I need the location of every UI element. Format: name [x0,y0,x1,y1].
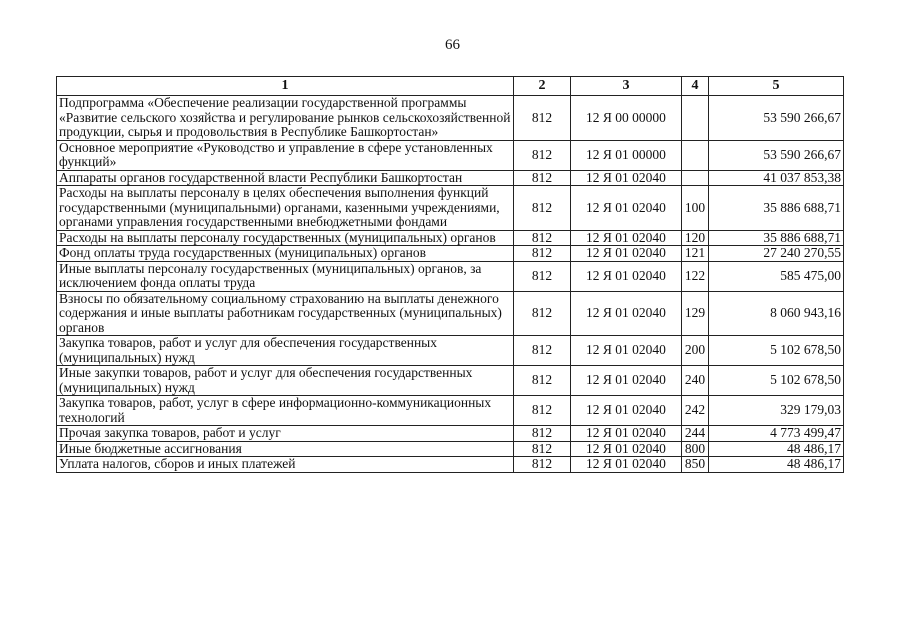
row-name-cell: Расходы на выплаты персоналу государственных (муниципальных) органов [57,230,514,246]
row-name-cell: Взносы по обязательному социальному страхованию на выплаты денежного содержания и иные выплаты работникам государственных (муниципальных) органов [57,291,514,336]
row-amount-cell: 41 037 853,38 [709,170,844,186]
row-code-cell: 812 [514,140,571,170]
table-row [57,230,844,246]
row-amount-cell: 48 486,17 [709,441,844,457]
row-amount-cell: 5 102 678,50 [709,366,844,396]
table-row [57,291,844,336]
row-article-cell: 12 Я 01 02040 [571,186,682,231]
row-code-cell: 812 [514,426,571,442]
table-row [57,261,844,291]
table-row [57,96,844,141]
table-row [57,396,844,426]
row-amount-cell: 4 773 499,47 [709,426,844,442]
row-article-cell: 12 Я 01 02040 [571,457,682,473]
row-article-cell: 12 Я 01 02040 [571,246,682,262]
row-article-cell: 12 Я 01 02040 [571,291,682,336]
row-type-cell: 850 [682,457,709,473]
row-amount-cell: 35 886 688,71 [709,186,844,231]
table-row [57,170,844,186]
row-amount-cell: 35 886 688,71 [709,230,844,246]
row-code-cell: 812 [514,396,571,426]
row-code-cell: 812 [514,246,571,262]
row-article-cell: 12 Я 01 02040 [571,441,682,457]
row-type-cell [682,170,709,186]
row-type-cell: 200 [682,336,709,366]
table-row [57,366,844,396]
row-code-cell: 812 [514,336,571,366]
row-amount-cell: 329 179,03 [709,396,844,426]
row-name-cell: Иные закупки товаров, работ и услуг для обеспечения государственных (муниципальных) нужд [57,366,514,396]
row-type-cell: 800 [682,441,709,457]
row-article-cell: 12 Я 01 02040 [571,426,682,442]
row-article-cell: 12 Я 01 02040 [571,170,682,186]
row-article-cell: 12 Я 01 02040 [571,336,682,366]
row-amount-cell: 585 475,00 [709,261,844,291]
row-type-cell: 244 [682,426,709,442]
table-row [57,426,844,442]
row-name-cell: Уплата налогов, сборов и иных платежей [57,457,514,473]
row-type-cell: 121 [682,246,709,262]
row-article-cell: 12 Я 01 02040 [571,396,682,426]
header-row [57,77,844,96]
column-header-amount: 5 [709,77,844,96]
row-article-cell: 12 Я 01 02040 [571,366,682,396]
row-article-cell: 12 Я 00 00000 [571,96,682,141]
row-code-cell: 812 [514,261,571,291]
column-header-article: 3 [571,77,682,96]
row-name-cell: Прочая закупка товаров, работ и услуг [57,426,514,442]
row-type-cell: 240 [682,366,709,396]
row-code-cell: 812 [514,291,571,336]
row-name-cell: Аппараты органов государственной власти Республики Башкортостан [57,170,514,186]
row-name-cell: Закупка товаров, работ и услуг для обеспечения государственных (муниципальных) нужд [57,336,514,366]
row-amount-cell: 48 486,17 [709,457,844,473]
table-row [57,246,844,262]
column-header-type: 4 [682,77,709,96]
row-code-cell: 812 [514,457,571,473]
row-code-cell: 812 [514,366,571,396]
row-code-cell: 812 [514,186,571,231]
row-name-cell: Иные выплаты персоналу государственных (муниципальных) органов, за исключением фонда оплаты труда [57,261,514,291]
row-code-cell: 812 [514,170,571,186]
row-type-cell [682,96,709,141]
row-article-cell: 12 Я 01 02040 [571,261,682,291]
table-row [57,186,844,231]
row-code-cell: 812 [514,441,571,457]
row-type-cell: 242 [682,396,709,426]
row-name-cell: Фонд оплаты труда государственных (муниципальных) органов [57,246,514,262]
table-row [57,441,844,457]
table-row [57,336,844,366]
page-number: 66 [445,37,460,53]
row-amount-cell: 53 590 266,67 [709,96,844,141]
row-article-cell: 12 Я 01 02040 [571,230,682,246]
row-type-cell: 122 [682,261,709,291]
table-row [57,457,844,473]
row-type-cell [682,140,709,170]
row-name-cell: Основное мероприятие «Руководство и управление в сфере установленных функций» [57,140,514,170]
row-name-cell: Расходы на выплаты персоналу в целях обеспечения выполнения функций государственными (муниципальными) органами, казенными учреждениями, органами управления государственными внебюджетными фондами [57,186,514,231]
row-name-cell: Закупка товаров, работ, услуг в сфере информационно-коммуникационных технологий [57,396,514,426]
row-article-cell: 12 Я 01 00000 [571,140,682,170]
row-name-cell: Иные бюджетные ассигнования [57,441,514,457]
row-type-cell: 100 [682,186,709,231]
budget-table [56,76,844,473]
row-code-cell: 812 [514,96,571,141]
column-header-name: 1 [57,77,514,96]
row-amount-cell: 27 240 270,55 [709,246,844,262]
column-header-code: 2 [514,77,571,96]
row-type-cell: 129 [682,291,709,336]
row-amount-cell: 5 102 678,50 [709,336,844,366]
row-amount-cell: 8 060 943,16 [709,291,844,336]
row-code-cell: 812 [514,230,571,246]
table-row [57,140,844,170]
row-type-cell: 120 [682,230,709,246]
row-amount-cell: 53 590 266,67 [709,140,844,170]
row-name-cell: Подпрограмма «Обеспечение реализации государственной программы «Развитие сельского хозяйства и регулирование рынков сельскохозяйственной продукции, сырья и продовольствия в Республике Башкортостан» [57,96,514,141]
